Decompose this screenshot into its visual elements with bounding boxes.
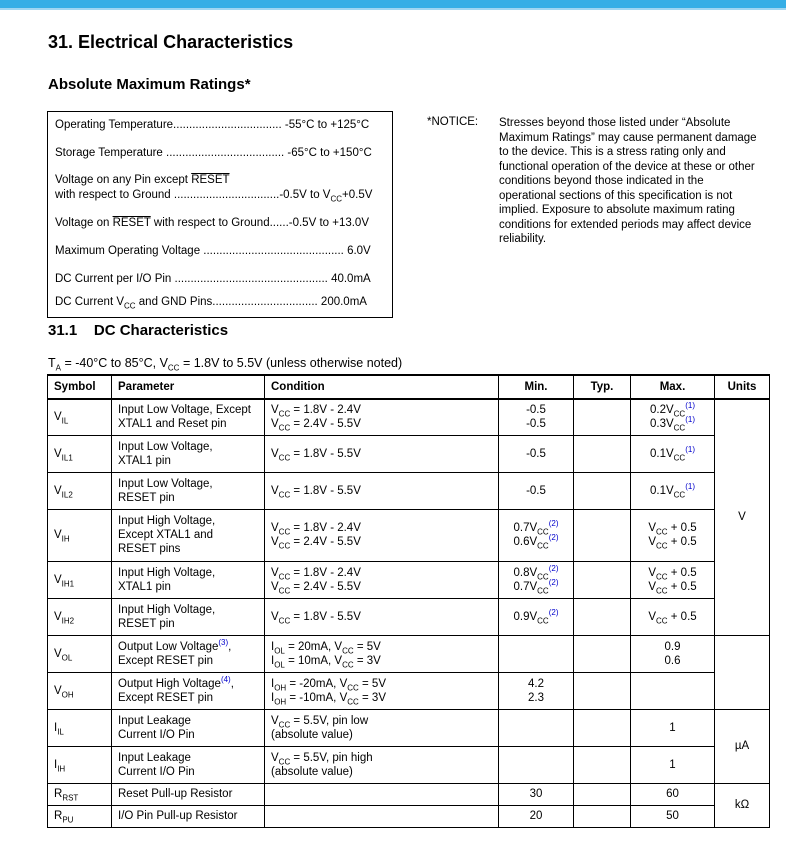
table-row [48, 435, 770, 472]
typ-cell [574, 435, 631, 472]
units-cell-volts: V [715, 399, 770, 635]
min-cell [499, 635, 574, 672]
test-conditions: $T_A = -40^\circ C$ to 85°C, $V_{CC} = 1.8V$ to 5.5V (unless otherwise noted) [48, 356, 403, 373]
condition-cell [265, 783, 499, 805]
rating-max-operating-voltage: Maximum Operating Voltage ............................................ 6.0V [55, 245, 371, 257]
min-cell: -0.5 [499, 472, 574, 509]
absolute-max-title: Absolute Maximum Ratings* [48, 76, 251, 93]
condition-cell: $V_{CC} = 1.8V - 2.4V$ $V_{CC} = 2.4V - 5.5V$ [265, 509, 499, 561]
symbol-cell: $R_{PU}$ [48, 805, 112, 827]
typ-cell [574, 746, 631, 783]
parameter-cell: Input Leakage Current I/O Pin [112, 746, 265, 783]
min-cell [499, 746, 574, 783]
section-title: 31. Electrical Characteristics [48, 32, 294, 52]
condition-cell: $I_{OL} = 20mA$, $V_{CC} = 5V$ $I_{OL} = 10mA$, $V_{CC} = 3V$ [265, 635, 499, 672]
header-max: Max. [631, 375, 715, 399]
header-accent-bar [0, 0, 786, 8]
symbol-cell: $I_{IL}$ [48, 709, 112, 746]
max-cell: $0.1V_{CC}^{(1)}$ [631, 435, 715, 472]
header-units: Units [715, 375, 770, 399]
parameter-cell: Output Low Voltage$^{(3)}$, Except RESET pin [112, 635, 265, 672]
parameter-cell: Input Low Voltage, Except XTAL1 and Reset pin [112, 399, 265, 435]
table-row [48, 672, 770, 709]
condition-cell: $V_{CC} = 5.5V$, pin high (absolute value) [265, 746, 499, 783]
table-row [48, 805, 770, 827]
parameter-cell: I/O Pin Pull-up Resistor [112, 805, 265, 827]
table-row [48, 561, 770, 598]
symbol-cell: $V_{IL1}$ [48, 435, 112, 472]
header-accent-line [0, 8, 786, 10]
symbol-cell: $V_{OL}$ [48, 635, 112, 672]
min-cell: 20 [499, 805, 574, 827]
typ-cell [574, 805, 631, 827]
table-header-row [48, 375, 770, 399]
max-cell: $V_{CC} + 0.5$ $V_{CC} + 0.5$ [631, 509, 715, 561]
condition-cell: $V_{CC} = 1.8V - 2.4V$ $V_{CC} = 2.4V - 5.5V$ [265, 399, 499, 435]
symbol-cell: $I_{IH}$ [48, 746, 112, 783]
table-row [48, 598, 770, 635]
rating-dc-current-vcc: DC Current $V_{CC}$ and GND Pins................................. 200.0mA [55, 296, 367, 310]
parameter-cell: Input Leakage Current I/O Pin [112, 709, 265, 746]
condition-cell [265, 805, 499, 827]
rating-pin-voltage-line1: Voltage on any Pin except RESET [55, 174, 230, 186]
parameter-cell: Input High Voltage, XTAL1 pin [112, 561, 265, 598]
table-row [48, 635, 770, 672]
rating-storage-temp: Storage Temperature ..................................... -65°C to +150°C [55, 147, 372, 159]
parameter-cell: Input High Voltage, Except XTAL1 and RESET pins [112, 509, 265, 561]
units-cell-microamps: µA [715, 709, 770, 783]
symbol-cell: $V_{IH}$ [48, 509, 112, 561]
max-cell: 60 [631, 783, 715, 805]
condition-cell: $V_{CC} = 1.8V - 5.5V$ [265, 472, 499, 509]
condition-cell: $V_{CC} = 5.5V$, pin low (absolute value) [265, 709, 499, 746]
header-typ: Typ. [574, 375, 631, 399]
max-cell: $0.1V_{CC}^{(1)}$ [631, 472, 715, 509]
dc-characteristics-table [47, 374, 770, 828]
min-cell: -0.5 -0.5 [499, 399, 574, 435]
min-cell: $0.7V_{CC}^{(2)}$ $0.6V_{CC}^{(2)}$ [499, 509, 574, 561]
typ-cell [574, 672, 631, 709]
typ-cell [574, 598, 631, 635]
min-cell: $0.9V_{CC}^{(2)}$ [499, 598, 574, 635]
typ-cell [574, 783, 631, 805]
max-cell: 0.9 0.6 [631, 635, 715, 672]
table-row [48, 509, 770, 561]
dc-characteristics-title: 31.1 DC Characteristics [48, 322, 229, 339]
typ-cell [574, 635, 631, 672]
max-cell: $V_{CC} + 0.5$ $V_{CC} + 0.5$ [631, 561, 715, 598]
table-row [48, 399, 770, 435]
min-cell: 4.2 2.3 [499, 672, 574, 709]
parameter-cell: Output High Voltage$^{(4)}$, Except RESET pin [112, 672, 265, 709]
units-cell-empty [715, 635, 770, 709]
table-row [48, 709, 770, 746]
notice-text: Stresses beyond those listed under “Absolute Maximum Ratings” may cause permanent damage to the device. This is a stress rating only and functional operation of the device at these or other conditions beyond those indicated in the operational sections of this specification is not implied. Exposure to absolute maximum rating conditions for extended periods may affect device reliability. [499, 117, 757, 245]
header-symbol: Symbol [48, 375, 112, 399]
rating-reset-voltage: Voltage on RESET with respect to Ground......-0.5V to +13.0V [55, 217, 370, 229]
condition-cell: $I_{OH} = -20mA$, $V_{CC} = 5V$ $I_{OH} = -10mA$, $V_{CC} = 3V$ [265, 672, 499, 709]
symbol-cell: $V_{IH1}$ [48, 561, 112, 598]
parameter-cell: Input Low Voltage, RESET pin [112, 472, 265, 509]
max-cell: $0.2V_{CC}^{(1)}$ $0.3V_{CC}^{(1)}$ [631, 399, 715, 435]
typ-cell [574, 472, 631, 509]
rating-operating-temp: Operating Temperature.................................. -55°C to +125°C [55, 119, 370, 131]
rating-dc-current-io: DC Current per I/O Pin ................................................ 40.0mA [55, 273, 371, 285]
symbol-cell: $V_{OH}$ [48, 672, 112, 709]
max-cell [631, 672, 715, 709]
header-min: Min. [499, 375, 574, 399]
max-cell: 1 [631, 746, 715, 783]
symbol-cell: $V_{IL}$ [48, 399, 112, 435]
min-cell: 30 [499, 783, 574, 805]
table-row [48, 472, 770, 509]
condition-cell: $V_{CC} = 1.8V - 2.4V$ $V_{CC} = 2.4V - 5.5V$ [265, 561, 499, 598]
parameter-cell: Input Low Voltage, XTAL1 pin [112, 435, 265, 472]
parameter-cell: Input High Voltage, RESET pin [112, 598, 265, 635]
units-cell-kilohms: kΩ [715, 783, 770, 827]
rating-pin-voltage-line2: with respect to Ground .................................-0.5V to $V_{CC}+0.5V$ [55, 189, 373, 203]
typ-cell [574, 709, 631, 746]
table-row [48, 783, 770, 805]
notice-label: *NOTICE: [427, 116, 479, 128]
typ-cell [574, 509, 631, 561]
min-cell [499, 709, 574, 746]
header-condition: Condition [265, 375, 499, 399]
condition-cell: $V_{CC} = 1.8V - 5.5V$ [265, 598, 499, 635]
symbol-cell: $V_{IL2}$ [48, 472, 112, 509]
typ-cell [574, 399, 631, 435]
min-cell: -0.5 [499, 435, 574, 472]
table-row [48, 746, 770, 783]
max-cell: 1 [631, 709, 715, 746]
max-cell: 50 [631, 805, 715, 827]
typ-cell [574, 561, 631, 598]
header-parameter: Parameter [112, 375, 265, 399]
max-cell: $V_{CC} + 0.5$ [631, 598, 715, 635]
condition-cell: $V_{CC} = 1.8V - 5.5V$ [265, 435, 499, 472]
symbol-cell: $R_{RST}$ [48, 783, 112, 805]
min-cell: $0.8V_{CC}^{(2)}$ $0.7V_{CC}^{(2)}$ [499, 561, 574, 598]
parameter-cell: Reset Pull-up Resistor [112, 783, 265, 805]
symbol-cell: $V_{IH2}$ [48, 598, 112, 635]
absolute-max-ratings-box [47, 111, 393, 318]
